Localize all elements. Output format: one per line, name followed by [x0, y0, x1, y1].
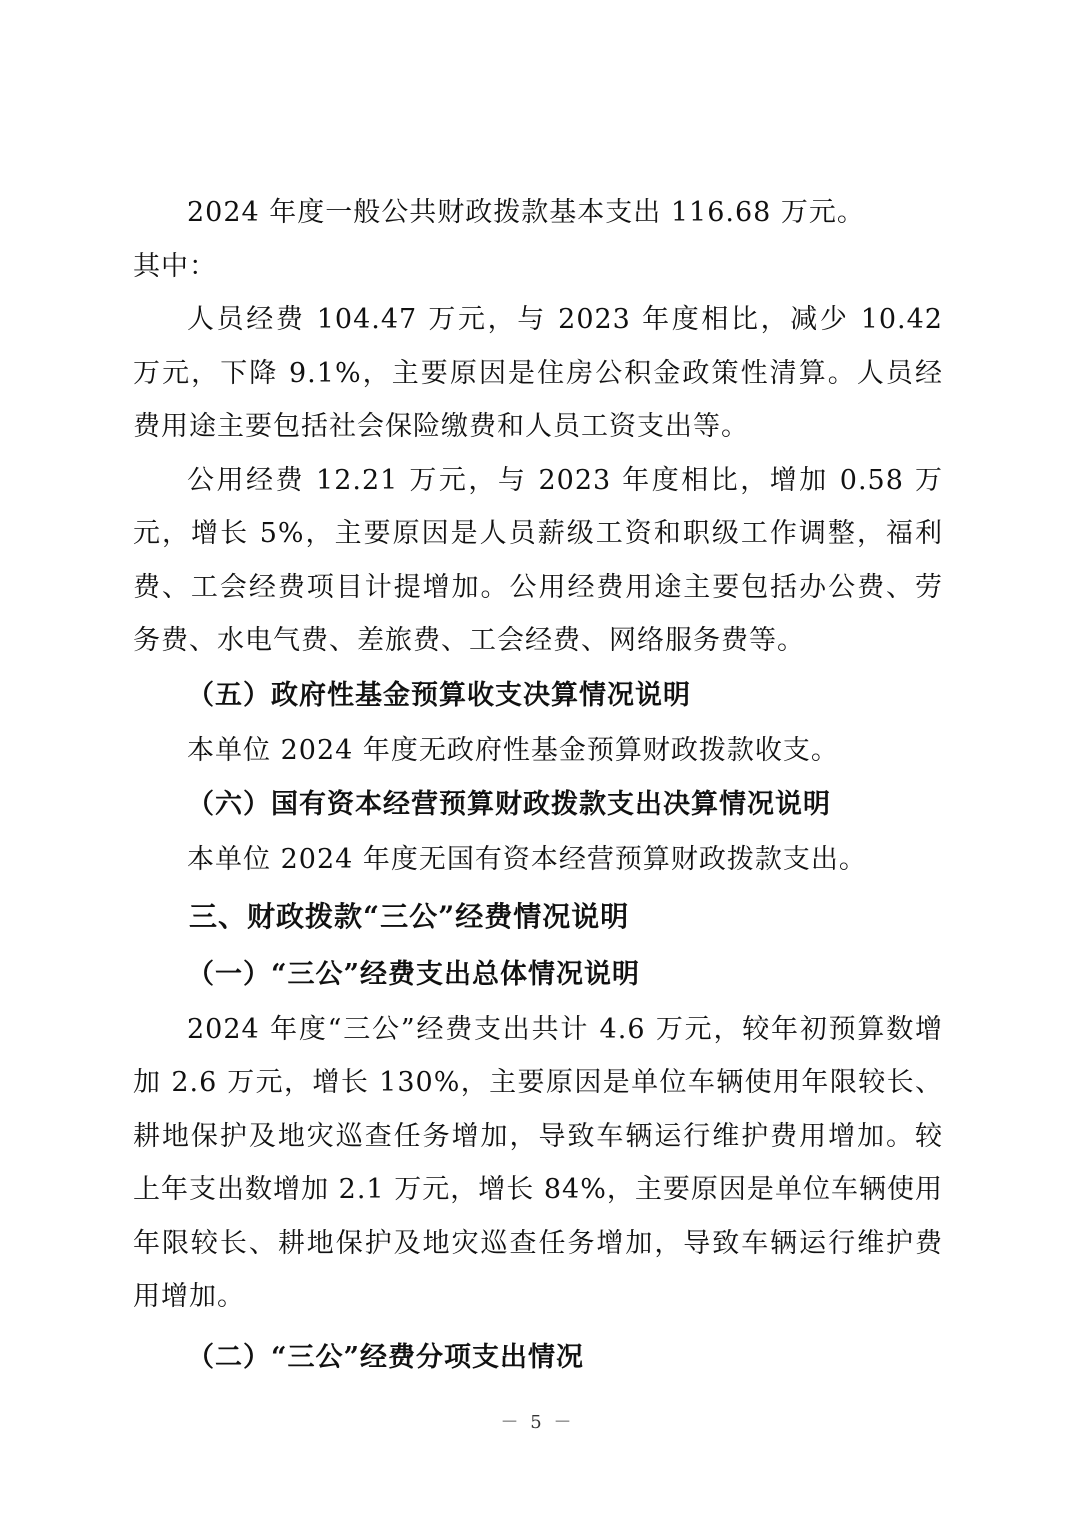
heading-state-capital-budget: （六）国有资本经营预算财政拨款支出决算情况说明 [187, 789, 831, 820]
section-heading-three-public: 三、财政拨款“三公”经费情况说明 [189, 899, 630, 933]
paragraph-three-public-total: 2024 年度“三公”经费支出共计 4.6 万元，较年初预算数增加 2.6 万元，增长 130%，主要原因是单位车辆使用年限较长、耕地保护及地灾巡查任务增加，导致车辆运行维护费用增加。较上年支出数增加 2.1 万元，增长 84%，主要原因是单位车辆使用年限较长、耕地保护及地灾巡查任务增加，导致车辆运行维护费用增加。 [133, 1013, 943, 1312]
paragraph-basic-expenditure: 2024 年度一般公共财政拨款基本支出 116.68 万元。 [187, 197, 865, 228]
paragraph-public-expenses: 公用经费 12.21 万元，与 2023 年度相比，增加 0.58 万元，增长 5%，主要原因是人员薪级工资和职级工作调整，福利费、工会经费项目计提增加。公用经费用途主要包括办公费、劳务费、水电气费、差旅费、工会经费、网络服务费等。 [133, 464, 943, 656]
heading-three-public-itemized: （二）“三公”经费分项支出情况 [187, 1341, 585, 1373]
page-number: － 5 － [500, 1412, 575, 1433]
paragraph-personnel-expenses: 人员经费 104.47 万元，与 2023 年度相比，减少 10.42 万元，下降 9.1%，主要原因是住房公积金政策性清算。人员经费用途主要包括社会保险缴费和人员工资支出等。 [133, 304, 943, 442]
paragraph-no-state-capital: 本单位 2024 年度无国有资本经营预算财政拨款支出。 [187, 844, 867, 875]
heading-government-fund-budget: （五）政府性基金预算收支决算情况说明 [187, 679, 691, 711]
paragraph-no-government-fund: 本单位 2024 年度无政府性基金预算财政拨款收支。 [187, 734, 839, 766]
heading-three-public-overview: （一）“三公”经费支出总体情况说明 [187, 958, 641, 990]
document-body [133, 186, 943, 1386]
paragraph-among-which: 其中： [133, 250, 217, 282]
